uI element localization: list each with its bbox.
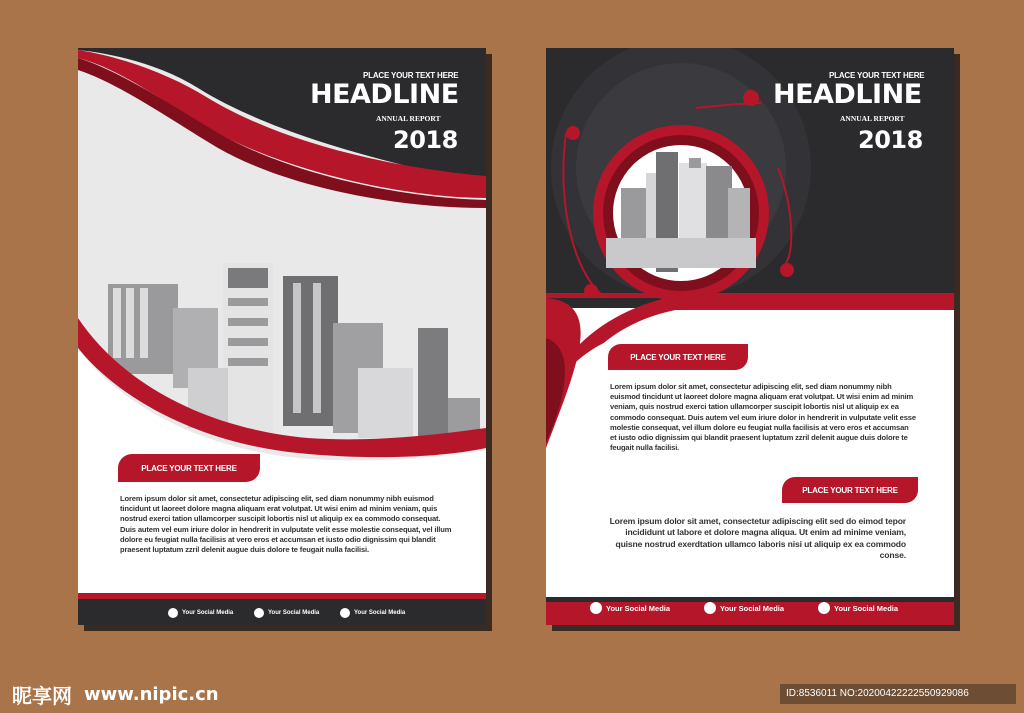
social-icon (254, 608, 264, 618)
social-icon (168, 608, 178, 618)
right-section-label-1: PLACE YOUR TEXT HERE (608, 344, 748, 370)
right-social-1[interactable]: Your Social Media (590, 602, 670, 614)
watermark-id: ID:8536011 NO:20200422222550929086 (786, 688, 969, 699)
right-headline: HEADLINE (773, 79, 922, 110)
left-tagline: PLACE YOUR TEXT HERE (363, 71, 459, 80)
right-body-text-2: Lorem ipsum dolor sit amet, consectetur adipiscing elit sed do eimod tepor incididunt ut labore et dolore magna aliqua. Ut enim ad minime veniam, quisne nostrud exerdtation ullamco laboris nisi ut aliquip ex ea commodo conse. (609, 516, 906, 561)
left-annual-report: ANNUAL REPORT (376, 114, 441, 123)
right-year: 2018 (858, 126, 923, 154)
social-icon (704, 602, 716, 614)
right-body-text-1: Lorem ipsum dolor sit amet, consectetur adipiscing elit, sed diam nonummy nibh euismod tincidunt ut laoreet dolore magna aliquam erat volutpat. Ut wisi enim ad minim veniam, quis nostrud exerci tation ullamcorper suscipit lobortis nisl ut aliquip ex ea commodo consequat. Duis autem vel eum iriure dolor in hendrerit in vulputate velit esse molestie consequat, vel illum dolore eu feugiat nulla facilisis at vero eros et accumsan et iusto odio dignissim qui blandit praesent luptatum zzril delenit augue duis dolore te feugait nulla facilisi. (610, 382, 916, 453)
left-social-3[interactable]: Your Social Media (340, 608, 405, 618)
right-tagline: PLACE YOUR TEXT HERE (829, 71, 925, 80)
right-annual-report: ANNUAL REPORT (840, 114, 905, 123)
right-social-2[interactable]: Your Social Media (704, 602, 784, 614)
right-section-label-2: PLACE YOUR TEXT HERE (782, 477, 918, 503)
left-flyer (78, 48, 486, 625)
left-social-1[interactable]: Your Social Media (168, 608, 233, 618)
social-icon (818, 602, 830, 614)
watermark-brand: 昵享网 (12, 684, 72, 708)
watermark-url: www.nipic.cn (84, 684, 219, 705)
left-headline: HEADLINE (310, 79, 459, 110)
right-social-3[interactable]: Your Social Media (818, 602, 898, 614)
left-social-2[interactable]: Your Social Media (254, 608, 319, 618)
social-icon (340, 608, 350, 618)
right-flyer (546, 48, 954, 625)
left-body-text: Lorem ipsum dolor sit amet, consectetur adipiscing elit, sed diam nonummy nibh euismod tincidunt ut laoreet dolore magna aliquam erat volutpat. Ut wisi enim ad minim veniam, quis nostrud exerci tation ullamcorper suscipit lobortis nisl ut aliquip ex ea commodo consequat. Duis autem vel eum iriure dolor in hendrerit in vulputate velit esse molestie consequat, vel illum dolore eu feugiat nulla facilisis at vero eros et accumsan et iusto odio dignissim qui blandit praesent luptatum zzril delenit augue duis dolore te feugait nulla facilisi. (120, 494, 452, 555)
social-icon (590, 602, 602, 614)
left-section-label: PLACE YOUR TEXT HERE (118, 454, 260, 482)
left-year: 2018 (393, 126, 458, 154)
